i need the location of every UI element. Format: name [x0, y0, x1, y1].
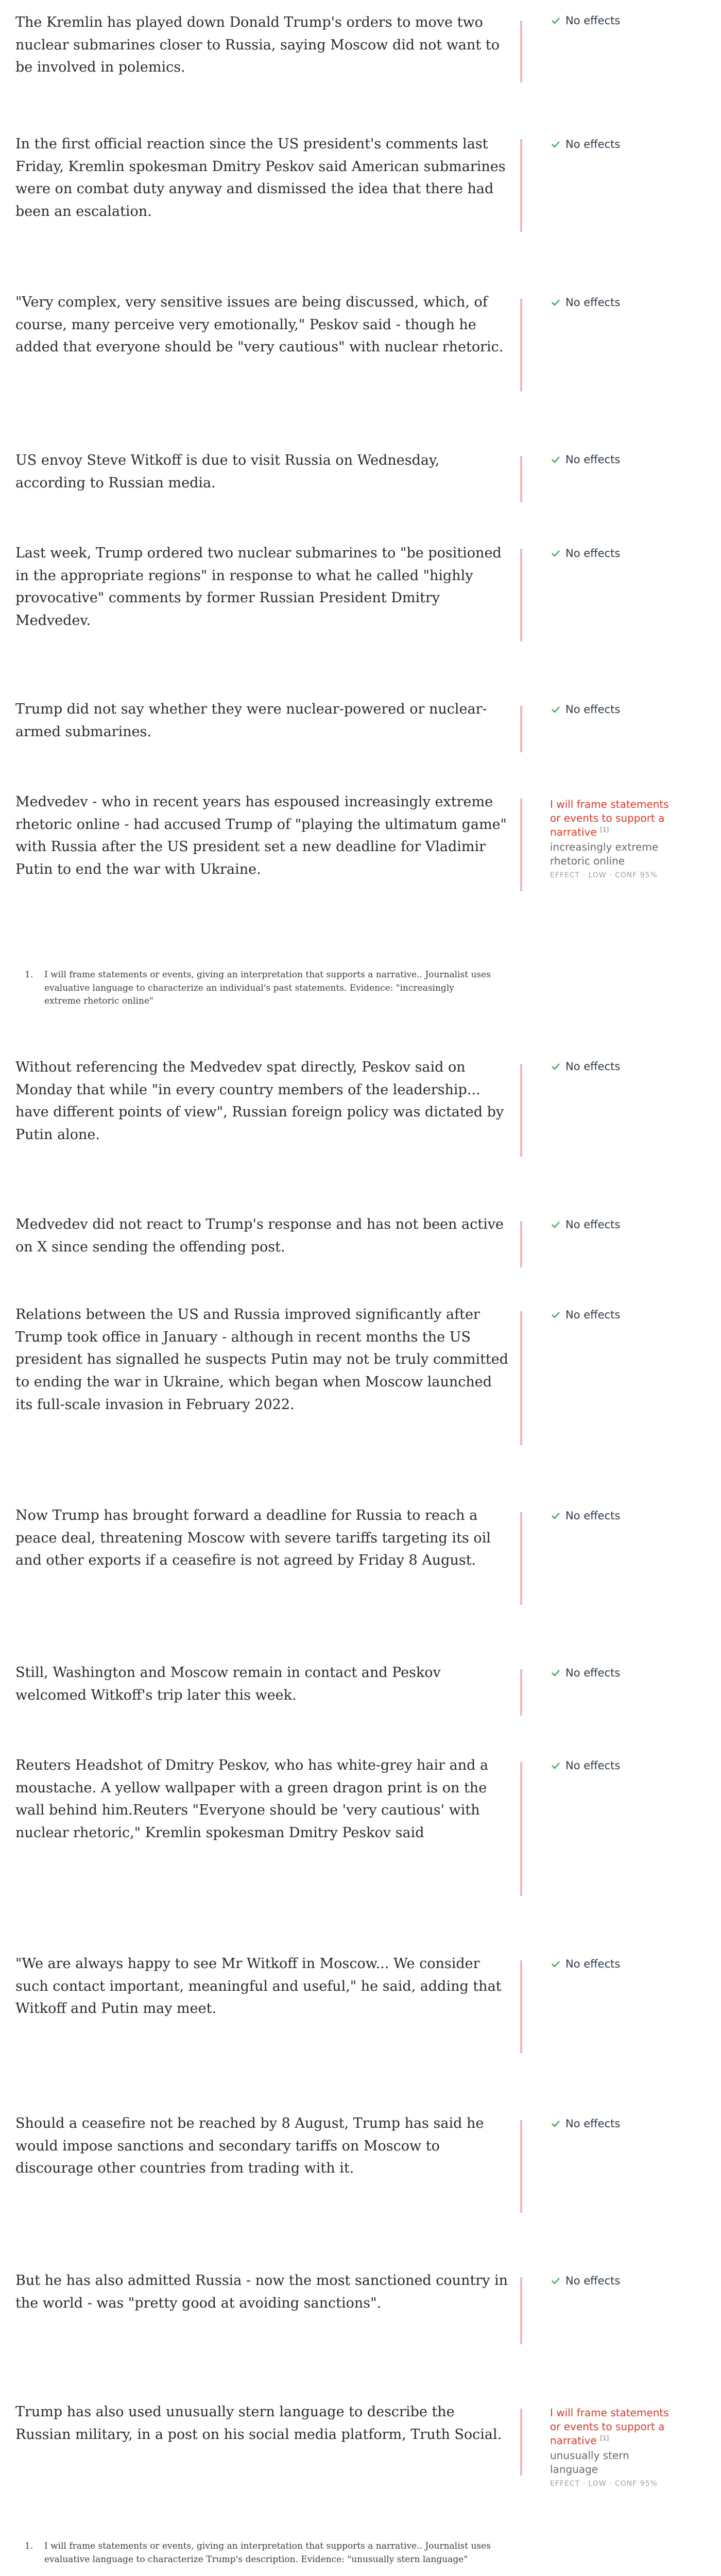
article-paragraph: Reuters Headshot of Dmitry Peskov, who has white-grey hair and a moustache. A yellow wallpaper with a green dragon print is on the wall behind him.Reuters "Everyone should be 'very cautious' with nuclear rhetoric," Kremlin spokesman Dmitry Peskov said: [15, 1757, 489, 1841]
effect-quote: increasingly extreme rhetoric online: [550, 841, 659, 867]
effect-status: No effects: [550, 1218, 679, 1231]
check-icon: [550, 297, 561, 308]
paragraph-marker: [520, 706, 522, 752]
article-paragraph: In the first official reaction since the US president's comments last Friday, Kremlin spokesman Dmitry Peskov said American submarines were on combat duty anyway and dismissed the idea that there had been an escalation.: [15, 136, 506, 220]
check-icon: [550, 1219, 561, 1230]
article-paragraph: "We are always happy to see Mr Witkoff in Moscow... We consider such contact important, meaningful and useful," he said, adding that Witkoff and Putin may meet.: [15, 1956, 502, 2017]
article-paragraph: Should a ceasefire not be reached by 8 August, Trump has said he would impose sanctions and secondary tariffs on Moscow to discourage other countries from trading with it.: [15, 2115, 484, 2177]
paragraph-marker: [520, 1311, 522, 1445]
effect-status: No effects: [550, 1958, 679, 1970]
paragraph-marker: [520, 1064, 522, 1157]
effect-meta: EFFECT · LOW · CONF 95%: [550, 871, 658, 879]
check-icon: [550, 1667, 561, 1679]
check-icon: [550, 139, 561, 150]
article-paragraph: Without referencing the Medvedev spat directly, Peskov said on Monday that while "in every country members of the leadership... have different points of view", Russian foreign policy was dictated by Putin alone.: [15, 1059, 504, 1143]
effect-status: No effects: [550, 1309, 679, 1321]
effect-status: No effects: [550, 1759, 679, 1772]
effect-meta: EFFECT · LOW · CONF 95%: [550, 2480, 658, 2488]
effect-status: No effects: [550, 2117, 679, 2130]
footnote: 1. I will frame statements or events, giving an interpretation that supports a narrative.. Journalist uses evaluative language to characterize an individual's past statements. Evidence: "increasingly extreme rhetoric online": [25, 970, 491, 1006]
paragraph-marker: [520, 1512, 522, 1605]
check-icon: [550, 1309, 561, 1320]
article-paragraph: "Very complex, very sensitive issues are being discussed, which, of course, many perceive very emotionally," Peskov said - though he added that everyone should be "very cautious" with nuclear rhetoric.: [15, 294, 504, 355]
paragraph-marker: [520, 2277, 522, 2344]
paragraph-marker: [520, 549, 522, 641]
paragraph-marker: [520, 139, 522, 232]
check-icon: [550, 704, 561, 715]
effect-status: No effects: [550, 138, 679, 150]
effect-status: No effects: [550, 14, 679, 27]
check-icon: [550, 1958, 561, 1970]
effect-status: No effects: [550, 453, 679, 466]
footnote: 1. I will frame statements or events, giving an interpretation that supports a narrative.. Journalist uses evaluative language to characterize Trump's description. Evidence: "unusually stern language": [25, 2541, 491, 2565]
check-icon: [550, 2118, 561, 2129]
article-paragraph: US envoy Steve Witkoff is due to visit Russia on Wednesday, according to Russian media.: [15, 452, 440, 491]
check-icon: [550, 454, 561, 465]
effect-title: I will frame statements or events to support a narrative [1]: [550, 798, 669, 838]
paragraph-marker: [520, 1221, 522, 1267]
paragraph-marker: [520, 2409, 522, 2476]
article-paragraph: Last week, Trump ordered two nuclear submarines to "be positioned in the appropriate regions" in response to what he called "highly provocative" comments by former Russian President Dmitry Medvedev.: [15, 545, 502, 629]
effect-title: I will frame statements or events to support a narrative [1]: [550, 2406, 669, 2447]
framing-effect[interactable]: [550, 2406, 679, 2488]
paragraph-marker: [520, 456, 522, 502]
framing-effect[interactable]: [550, 798, 679, 879]
paragraph-marker: [520, 1762, 522, 1896]
effect-status: No effects: [550, 547, 679, 560]
effect-status: No effects: [550, 296, 679, 309]
effect-status: No effects: [550, 1060, 679, 1073]
check-icon: [550, 548, 561, 559]
paragraph-marker: [520, 299, 522, 392]
effect-status: No effects: [550, 703, 679, 716]
article-paragraph: Medvedev - who in recent years has espoused increasingly extreme rhetoric online - had accused Trump of "playing the ultimatum game" with Russia after the US president set a new deadline for Vladimir Putin to end the war with Ukraine.: [15, 794, 507, 878]
article-paragraph: But he has also admitted Russia - now the most sanctioned country in the world - was "pretty good at avoiding sanctions".: [15, 2273, 508, 2311]
effect-status: No effects: [550, 1510, 679, 1522]
article-paragraph: Trump did not say whether they were nuclear-powered or nuclear-armed submarines.: [15, 701, 487, 740]
article-paragraph: Now Trump has brought forward a deadline for Russia to reach a peace deal, threatening Moscow with severe tariffs targeting its oil and other exports if a ceasefire is not agreed by Friday 8 August.: [15, 1507, 491, 1569]
article-paragraph: The Kremlin has played down Donald Trump's orders to move two nuclear submarines closer to Russia, saying Moscow did not want to be involved in polemics.: [15, 14, 500, 76]
check-icon: [550, 1510, 561, 1521]
paragraph-marker: [520, 1960, 522, 2053]
article-paragraph: Trump has also used unusually stern language to describe the Russian military, in a post on his social media platform, Truth Social.: [15, 2404, 502, 2443]
article-paragraph: Relations between the US and Russia improved significantly after Trump took office in January - although in recent months the US president has signalled he suspects Putin may not be truly committed to ending the war in Ukraine, which began when Moscow launched its full-scale invasion in February 2022.: [15, 1307, 509, 1413]
article-paragraph: Still, Washington and Moscow remain in contact and Peskov welcomed Witkoff's trip later this week.: [15, 1665, 441, 1703]
effect-status: No effects: [550, 1667, 679, 1679]
paragraph-marker: [520, 1669, 522, 1716]
article-paragraph: Medvedev did not react to Trump's response and has not been active on X since sending the offending post.: [15, 1216, 504, 1255]
check-icon: [550, 2275, 561, 2286]
effect-status: No effects: [550, 2275, 679, 2287]
check-icon: [550, 15, 561, 26]
paragraph-marker: [520, 21, 522, 82]
check-icon: [550, 1061, 561, 1072]
paragraph-marker: [520, 2120, 522, 2213]
check-icon: [550, 1760, 561, 1771]
paragraph-marker: [520, 799, 522, 891]
effect-quote: unusually stern language: [550, 2449, 629, 2476]
